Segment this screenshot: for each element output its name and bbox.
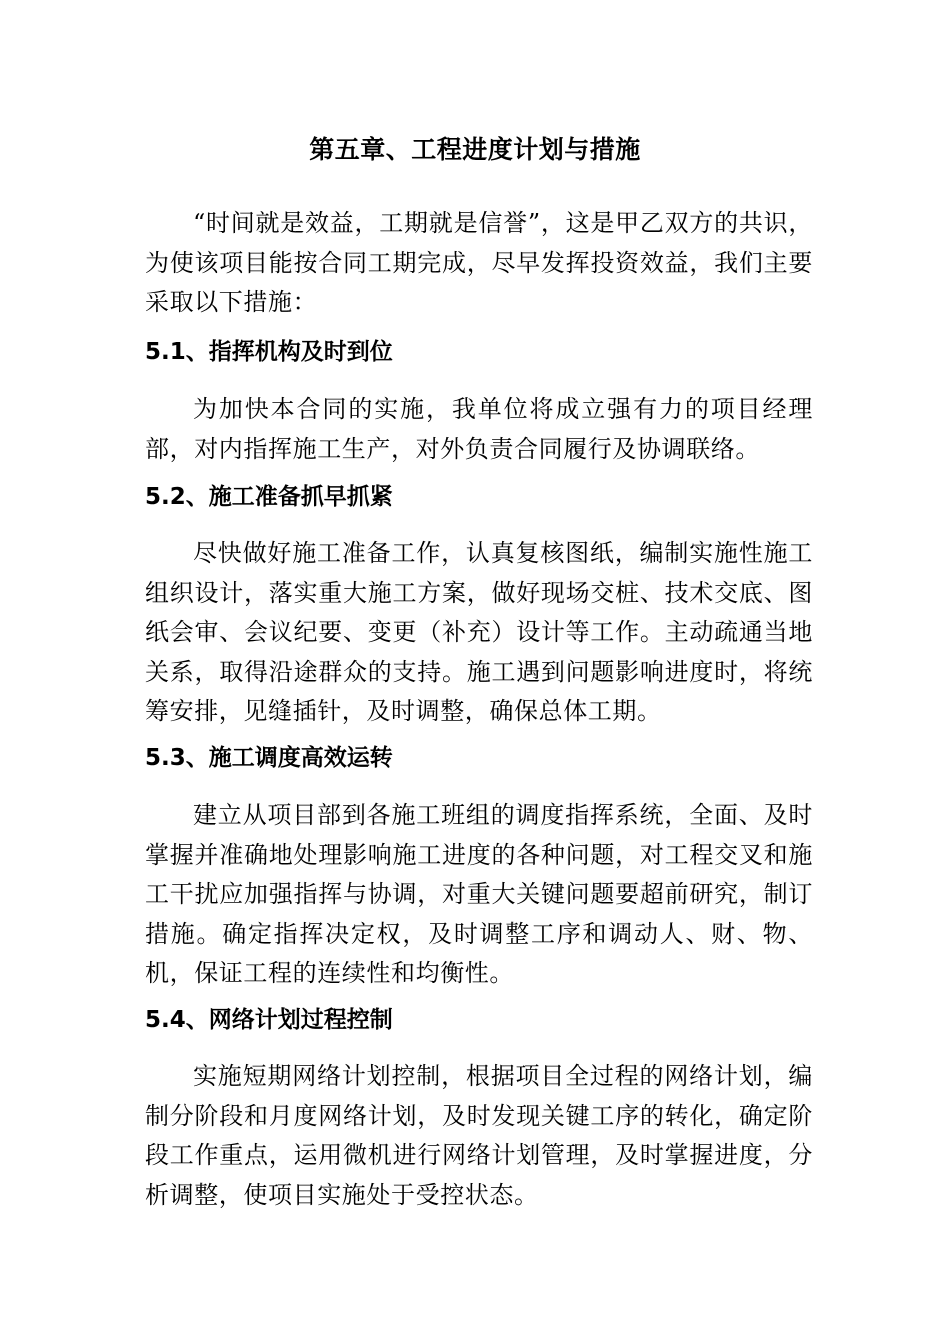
section-body-5-1: 为加快本合同的实施，我单位将成立强有力的项目经理部，对内指挥施工生产，对外负责合同履行及协调联络。 (145, 395, 813, 463)
section-heading-5-4: 5.4、网络计划过程控制 (145, 1007, 393, 1033)
section-heading-5-3: 5.3、施工调度高效运转 (145, 745, 393, 771)
section-body-5-4: 实施短期网络计划控制，根据项目全过程的网络计划，编制分阶段和月度网络计划，及时发现关键工序的转化，确定阶段工作重点，运用微机进行网络计划管理，及时掌握进度，分析调整，使项目实施处于受控状态。 (145, 1062, 813, 1209)
section-heading-5-1: 5.1、指挥机构及时到位 (145, 339, 393, 365)
intro-paragraph: “时间就是效益，工期就是信誉”，这是甲乙双方的共识，为使该项目能按合同工期完成，尽早发挥投资效益，我们主要采取以下措施： (145, 209, 813, 316)
section-body-5-3: 建立从项目部到各施工班组的调度指挥系统，全面、及时掌握并准确地处理影响施工进度的各种问题，对工程交叉和施工干扰应加强指挥与协调，对重大关键问题要超前研究，制订措施。确定指挥决定权，及时调整工序和调动人、财、物、机，保证工程的连续性和均衡性。 (145, 801, 813, 987)
chapter-title: 第五章、工程进度计划与措施 (309, 135, 641, 164)
section-heading-5-2: 5.2、施工准备抓早抓紧 (145, 484, 393, 510)
section-body-5-2: 尽快做好施工准备工作，认真复核图纸，编制实施性施工组织设计，落实重大施工方案，做好现场交桩、技术交底、图纸会审、会议纪要、变更（补充）设计等工作。主动疏通当地关系，取得沿途群众的支持。施工遇到问题影响进度时，将统筹安排，见缝插针，及时调整，确保总体工期。 (145, 539, 813, 725)
